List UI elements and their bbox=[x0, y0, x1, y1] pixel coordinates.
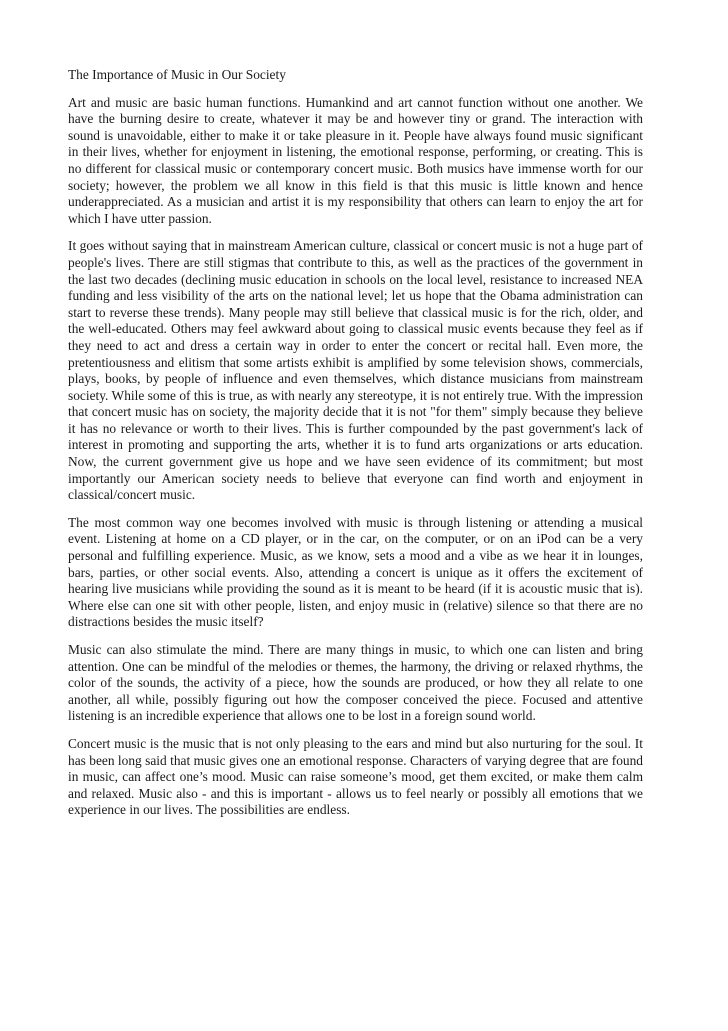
document-body bbox=[68, 67, 643, 830]
paragraph-1: Art and music are basic human functions. Humankind and art cannot function without one another. We have the burning desire to create, whatever it may be and however tiny or grand. The interaction with sound is unavoidable, either to make it or take pleasure in it. People have always found music significant in their lives, whether for enjoyment in listening, the emotional response, performing, or creating. This is no different for classical music or contemporary concert music. Both musics have immense worth for our society; however, the problem we all know in this field is that this music is little known and hence underappreciated. As a musician and artist it is my responsibility that others can learn to enjoy the art for which I have utter passion. bbox=[68, 94, 643, 226]
paragraph-3: The most common way one becomes involved with music is through listening or attending a musical event. Listening at home on a CD player, or in the car, on the computer, or on an iPod can be a very personal and fulfilling experience. Music, as we know, sets a mood and a vibe as we hear it in lounges, bars, parties, or other social events. Also, attending a concert is unique as it offers the excitement of hearing live musicians while providing the sound as it is meant to be heard (if it is acoustic music that is). Where else can one sit with other people, listen, and enjoy music in (relative) silence so that there are no distractions besides the music itself? bbox=[68, 514, 643, 630]
paragraph-5: Concert music is the music that is not only pleasing to the ears and mind but also nurturing for the soul. It has been long said that music gives one an emotional response. Characters of varying degree that are found in music, can affect one’s mood. Music can raise someone’s mood, get them excited, or make them calm and relaxed. Music also - and this is important - allows us to feel nearly or possibly all emotions that we experience in our lives. The possibilities are endless. bbox=[68, 735, 643, 818]
paragraph-4: Music can also stimulate the mind. There are many things in music, to which one can listen and bring attention. One can be mindful of the melodies or themes, the harmony, the driving or relaxed rhythms, the color of the sounds, the activity of a piece, how the sounds are produced, or how they all relate to one another, all while, possibly figuring out how the composer conceived the piece. Focused and attentive listening is an incredible experience that allows one to be lost in a foreign sound world. bbox=[68, 642, 643, 724]
paragraph-2: It goes without saying that in mainstream American culture, classical or concert music is not a huge part of people's lives. There are still stigmas that contribute to this, as well as the practices of the government in the last two decades (declining music education in schools on the local level, resistance to increased NEA funding and less visibility of the arts on the national level; let us hope that the Obama administration can start to reverse these trends). Many people may still believe that classical music is for the rich, older, and the well-educated. Others may feel awkward about going to classical music events because they feel as if they need to act and dress a certain way in order to enter the concert or recital hall. Even more, the pretentiousness and elitism that some artists exhibit is amplified by some television shows, commercials, plays, books, by people of influence and even themselves, which distance musicians from mainstream society. While some of this is true, as with nearly any stereotype, it is not entirely true. With the impression that concert music has on society, the majority decide that it is not "for them" simply because they believe it has no relevance or worth to their lives. This is further compounded by the past government's lack of interest in promoting and supporting the arts, whether it is to fund arts organizations or arts education. Now, the current government give us hope and we have seen evidence of its commitment; but most importantly our American society needs to believe that everyone can find worth and enjoyment in classical/concert music. bbox=[68, 238, 643, 503]
document-title: The Importance of Music in Our Society bbox=[68, 67, 286, 82]
